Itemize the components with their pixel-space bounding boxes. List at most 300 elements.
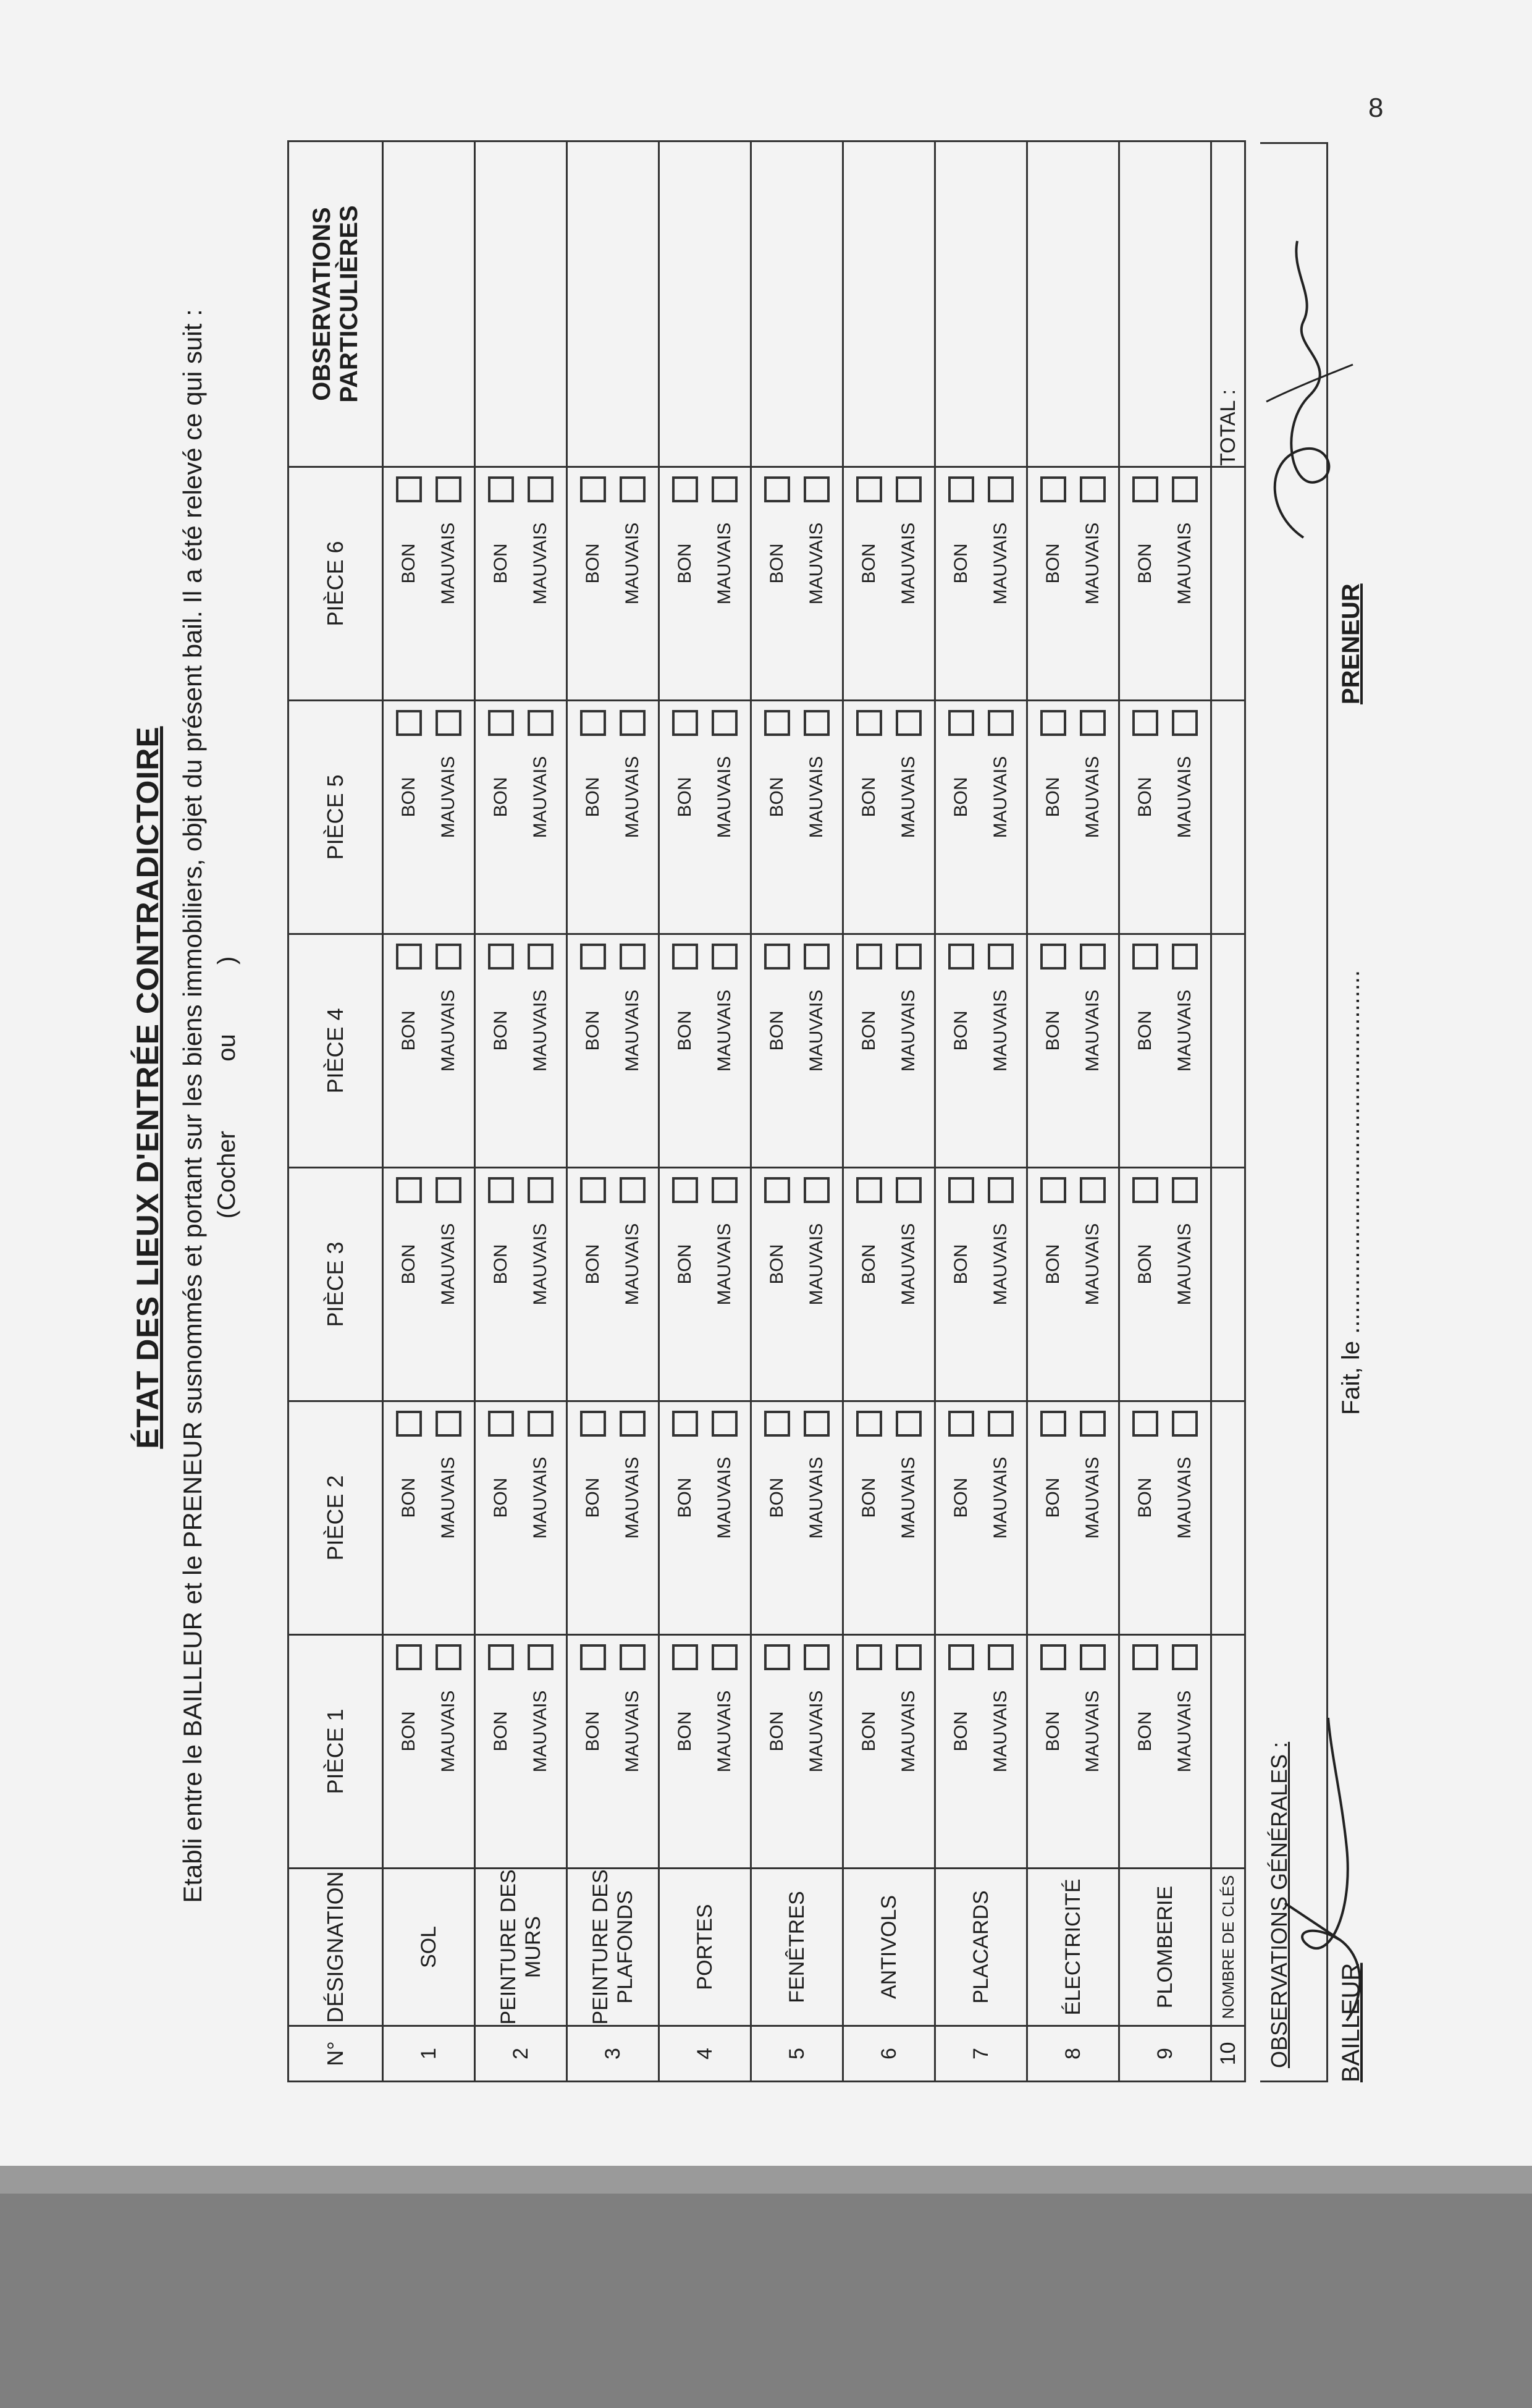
mauvais-checkbox[interactable] bbox=[620, 476, 646, 502]
mauvais-label: MAUVAIS bbox=[530, 1223, 550, 1306]
preneur-label: PRENEUR bbox=[1337, 583, 1365, 704]
bon-label: BON bbox=[583, 777, 603, 817]
bon-option bbox=[856, 1411, 882, 1597]
mauvais-label: MAUVAIS bbox=[530, 522, 550, 605]
bon-option bbox=[856, 1177, 882, 1363]
mauvais-checkbox[interactable] bbox=[804, 1411, 830, 1437]
condition-options bbox=[574, 1636, 652, 1867]
row-number: 7 bbox=[935, 2026, 1027, 2082]
row-number: 3 bbox=[567, 2026, 659, 2082]
mauvais-checkbox[interactable] bbox=[436, 710, 461, 736]
bon-checkbox[interactable] bbox=[396, 1644, 422, 1670]
mauvais-option bbox=[436, 1644, 461, 1830]
bon-checkbox[interactable] bbox=[764, 1644, 790, 1670]
bon-label: BON bbox=[767, 543, 787, 584]
condition-options bbox=[390, 701, 468, 933]
bon-option bbox=[1040, 476, 1066, 662]
piece-4-condition-cell bbox=[1027, 934, 1119, 1168]
bon-label: BON bbox=[675, 543, 695, 584]
bon-option bbox=[948, 1644, 974, 1830]
row-observations[interactable] bbox=[659, 142, 751, 467]
page-number: 8 bbox=[1368, 93, 1384, 123]
title-text: ÉTAT DES LIEUX D'ENTRÉE CONTRADICTOIRE bbox=[130, 726, 165, 1449]
mauvais-option bbox=[1080, 1177, 1106, 1363]
piece-1-condition-cell bbox=[567, 1635, 659, 1869]
bon-option bbox=[488, 944, 514, 1130]
piece-1-condition-cell bbox=[1027, 1635, 1119, 1869]
bon-label: BON bbox=[951, 1010, 971, 1051]
inventory-table bbox=[287, 140, 1246, 2082]
row-number: 4 bbox=[659, 2026, 751, 2082]
mauvais-checkbox[interactable] bbox=[620, 944, 646, 970]
condition-options bbox=[482, 1636, 560, 1867]
piece-5-condition-cell bbox=[935, 701, 1027, 934]
bon-label: BON bbox=[490, 1711, 511, 1752]
piece-2-condition-cell bbox=[843, 1401, 935, 1635]
mauvais-label: MAUVAIS bbox=[622, 756, 642, 839]
check-instruction-or: ou bbox=[213, 1034, 240, 1062]
bon-checkbox[interactable] bbox=[672, 1644, 698, 1670]
mauvais-label: MAUVAIS bbox=[622, 522, 642, 605]
bon-option bbox=[1132, 944, 1158, 1130]
bon-label: BON bbox=[490, 1477, 511, 1518]
piece-2-condition-cell bbox=[659, 1401, 751, 1635]
condition-options bbox=[390, 468, 468, 699]
row-observations[interactable] bbox=[843, 142, 935, 467]
bon-checkbox[interactable] bbox=[396, 1411, 422, 1437]
header-num: N° bbox=[288, 2026, 383, 2082]
mauvais-checkbox[interactable] bbox=[988, 1411, 1014, 1437]
bon-option bbox=[948, 476, 974, 662]
condition-options bbox=[390, 1168, 468, 1400]
mauvais-label: MAUVAIS bbox=[898, 1456, 919, 1539]
condition-options bbox=[850, 1402, 928, 1634]
row-observations[interactable] bbox=[567, 142, 659, 467]
mauvais-checkbox[interactable] bbox=[1080, 1411, 1106, 1437]
mauvais-checkbox[interactable] bbox=[1172, 1411, 1198, 1437]
bon-checkbox[interactable] bbox=[396, 1177, 422, 1203]
bon-label: BON bbox=[398, 543, 419, 584]
mauvais-option bbox=[896, 1644, 922, 1830]
table-row bbox=[751, 142, 843, 2082]
row-observations[interactable] bbox=[1027, 142, 1119, 467]
bon-checkbox[interactable] bbox=[1132, 1411, 1158, 1437]
bon-label: BON bbox=[951, 1477, 971, 1518]
condition-options bbox=[1126, 1168, 1204, 1400]
bon-checkbox[interactable] bbox=[488, 710, 514, 736]
mauvais-option bbox=[1172, 1644, 1198, 1830]
bon-checkbox[interactable] bbox=[488, 1177, 514, 1203]
mauvais-label: MAUVAIS bbox=[438, 1456, 458, 1539]
row-observations[interactable] bbox=[1119, 142, 1211, 467]
bon-checkbox[interactable] bbox=[856, 476, 882, 502]
mauvais-checkbox[interactable] bbox=[896, 476, 922, 502]
mauvais-option bbox=[1080, 710, 1106, 896]
mauvais-checkbox[interactable] bbox=[896, 1177, 922, 1203]
row-number: 8 bbox=[1027, 2026, 1119, 2082]
bon-checkbox[interactable] bbox=[1040, 1411, 1066, 1437]
bon-checkbox[interactable] bbox=[856, 1411, 882, 1437]
row-observations[interactable] bbox=[383, 142, 475, 467]
bon-checkbox[interactable] bbox=[764, 710, 790, 736]
bon-checkbox[interactable] bbox=[1040, 476, 1066, 502]
mauvais-option bbox=[896, 1411, 922, 1597]
bon-checkbox[interactable] bbox=[1132, 710, 1158, 736]
condition-options bbox=[666, 1636, 744, 1867]
condition-options bbox=[390, 1636, 468, 1867]
mauvais-checkbox[interactable] bbox=[988, 476, 1014, 502]
mauvais-checkbox[interactable] bbox=[712, 710, 738, 736]
bon-option bbox=[764, 476, 790, 662]
mauvais-checkbox[interactable] bbox=[988, 1644, 1014, 1670]
table-row bbox=[935, 142, 1027, 2082]
condition-options bbox=[850, 468, 928, 699]
mauvais-label: MAUVAIS bbox=[530, 1456, 550, 1539]
bon-option bbox=[948, 1177, 974, 1363]
bon-option bbox=[1040, 1644, 1066, 1830]
mauvais-option bbox=[804, 476, 830, 662]
mauvais-checkbox[interactable] bbox=[1080, 476, 1106, 502]
mauvais-checkbox[interactable] bbox=[1080, 944, 1106, 970]
mauvais-checkbox[interactable] bbox=[804, 710, 830, 736]
bon-checkbox[interactable] bbox=[764, 476, 790, 502]
fait-le-field[interactable]: Fait, le ..................................................... bbox=[1337, 970, 1365, 1415]
bon-checkbox[interactable] bbox=[1040, 1644, 1066, 1670]
bon-checkbox[interactable] bbox=[1040, 1177, 1066, 1203]
bon-checkbox[interactable] bbox=[396, 476, 422, 502]
piece-2-condition-cell bbox=[567, 1401, 659, 1635]
bon-checkbox[interactable] bbox=[672, 476, 698, 502]
mauvais-option bbox=[804, 710, 830, 896]
piece-3-condition-cell bbox=[567, 1168, 659, 1401]
table-row bbox=[475, 142, 567, 2082]
rotated-form-wrapper bbox=[111, 68, 1371, 2107]
piece-6-condition-cell bbox=[935, 467, 1027, 701]
condition-options bbox=[666, 701, 744, 933]
bon-label: BON bbox=[1043, 1477, 1063, 1518]
bon-label: BON bbox=[1043, 543, 1063, 584]
mauvais-checkbox[interactable] bbox=[988, 710, 1014, 736]
condition-options bbox=[1126, 935, 1204, 1167]
mauvais-label: MAUVAIS bbox=[622, 1223, 642, 1306]
bon-checkbox[interactable] bbox=[1040, 710, 1066, 736]
mauvais-option bbox=[436, 1177, 461, 1363]
mauvais-checkbox[interactable] bbox=[620, 1644, 646, 1670]
mauvais-label: MAUVAIS bbox=[806, 1456, 827, 1539]
bon-option bbox=[764, 1411, 790, 1597]
mauvais-label: MAUVAIS bbox=[530, 1690, 550, 1773]
mauvais-checkbox[interactable] bbox=[1080, 1644, 1106, 1670]
mauvais-checkbox[interactable] bbox=[620, 710, 646, 736]
mauvais-checkbox[interactable] bbox=[1080, 1177, 1106, 1203]
bon-option bbox=[1132, 1644, 1158, 1830]
keys-cell-piece-2[interactable] bbox=[1211, 1401, 1245, 1635]
bon-label: BON bbox=[1135, 777, 1155, 817]
mauvais-label: MAUVAIS bbox=[714, 1223, 734, 1306]
piece-3-condition-cell bbox=[935, 1168, 1027, 1401]
general-observations-label: OBSERVATIONS GÉNÉRALES : bbox=[1266, 1741, 1292, 2068]
mauvais-checkbox[interactable] bbox=[528, 710, 553, 736]
mauvais-label: MAUVAIS bbox=[622, 1690, 642, 1773]
condition-options bbox=[942, 935, 1020, 1167]
bon-label: BON bbox=[490, 1010, 511, 1051]
condition-options bbox=[942, 701, 1020, 933]
piece-5-condition-cell bbox=[1027, 701, 1119, 934]
mauvais-checkbox[interactable] bbox=[804, 944, 830, 970]
mauvais-label: MAUVAIS bbox=[438, 989, 458, 1072]
piece-4-condition-cell bbox=[475, 934, 567, 1168]
condition-options bbox=[666, 1168, 744, 1400]
mauvais-checkbox[interactable] bbox=[896, 944, 922, 970]
header-observations: OBSERVATIONS PARTICULIÈRES bbox=[288, 142, 383, 467]
bailleur-label: BAILLEUR bbox=[1337, 1962, 1365, 2082]
table-row bbox=[567, 142, 659, 2082]
mauvais-checkbox[interactable] bbox=[1172, 710, 1198, 736]
mauvais-option bbox=[1080, 944, 1106, 1130]
mauvais-checkbox[interactable] bbox=[528, 476, 553, 502]
bon-checkbox[interactable] bbox=[948, 476, 974, 502]
mauvais-option bbox=[436, 1411, 461, 1597]
bon-label: BON bbox=[859, 1477, 879, 1518]
mauvais-label: MAUVAIS bbox=[1082, 989, 1103, 1072]
mauvais-checkbox[interactable] bbox=[528, 944, 553, 970]
mauvais-checkbox[interactable] bbox=[988, 944, 1014, 970]
bon-option bbox=[672, 710, 698, 896]
bon-label: BON bbox=[583, 1711, 603, 1752]
bon-checkbox[interactable] bbox=[948, 1177, 974, 1203]
mauvais-checkbox[interactable] bbox=[620, 1177, 646, 1203]
mauvais-checkbox[interactable] bbox=[988, 1177, 1014, 1203]
piece-1-condition-cell bbox=[659, 1635, 751, 1869]
bon-checkbox[interactable] bbox=[948, 1411, 974, 1437]
row-designation: FENÊTRES bbox=[751, 1869, 843, 2026]
bon-option bbox=[948, 710, 974, 896]
mauvais-label: MAUVAIS bbox=[530, 989, 550, 1072]
piece-4-condition-cell bbox=[567, 934, 659, 1168]
bon-option bbox=[396, 944, 422, 1130]
mauvais-label: MAUVAIS bbox=[1174, 1456, 1195, 1539]
bon-label: BON bbox=[1043, 777, 1063, 817]
bon-checkbox[interactable] bbox=[856, 944, 882, 970]
bon-checkbox[interactable] bbox=[856, 710, 882, 736]
piece-4-condition-cell bbox=[843, 934, 935, 1168]
condition-options bbox=[850, 1168, 928, 1400]
keys-total[interactable]: TOTAL : bbox=[1211, 142, 1245, 467]
mauvais-option bbox=[528, 710, 553, 896]
bailleur-signature bbox=[1273, 1712, 1371, 2033]
row-observations[interactable] bbox=[475, 142, 567, 467]
mauvais-option bbox=[620, 710, 646, 896]
bon-checkbox[interactable] bbox=[396, 944, 422, 970]
mauvais-label: MAUVAIS bbox=[898, 522, 919, 605]
mauvais-checkbox[interactable] bbox=[436, 476, 461, 502]
piece-1-condition-cell bbox=[383, 1635, 475, 1869]
mauvais-label: MAUVAIS bbox=[1082, 756, 1103, 839]
row-designation: PORTES bbox=[659, 1869, 751, 2026]
mauvais-label: MAUVAIS bbox=[806, 989, 827, 1072]
mauvais-checkbox[interactable] bbox=[1080, 710, 1106, 736]
condition-options bbox=[1126, 1636, 1204, 1867]
bon-label: BON bbox=[767, 1711, 787, 1752]
condition-options bbox=[942, 1168, 1020, 1400]
mauvais-checkbox[interactable] bbox=[436, 1177, 461, 1203]
bon-checkbox[interactable] bbox=[764, 1411, 790, 1437]
mauvais-checkbox[interactable] bbox=[712, 1177, 738, 1203]
mauvais-option bbox=[988, 1411, 1014, 1597]
condition-options bbox=[1126, 468, 1204, 699]
mauvais-checkbox[interactable] bbox=[712, 1411, 738, 1437]
mauvais-checkbox[interactable] bbox=[712, 476, 738, 502]
bon-checkbox[interactable] bbox=[856, 1177, 882, 1203]
bon-checkbox[interactable] bbox=[948, 944, 974, 970]
condition-options bbox=[1034, 701, 1112, 933]
bon-checkbox[interactable] bbox=[672, 1177, 698, 1203]
bon-checkbox[interactable] bbox=[1132, 1644, 1158, 1670]
bon-option bbox=[1132, 476, 1158, 662]
bon-checkbox[interactable] bbox=[764, 1177, 790, 1203]
keys-cell-piece-1[interactable] bbox=[1211, 1635, 1245, 1869]
mauvais-checkbox[interactable] bbox=[436, 1411, 461, 1437]
mauvais-label: MAUVAIS bbox=[622, 989, 642, 1072]
row-designation: ANTIVOLS bbox=[843, 1869, 935, 2026]
bon-checkbox[interactable] bbox=[580, 1177, 606, 1203]
inventory-form bbox=[111, 68, 1371, 2107]
bon-checkbox[interactable] bbox=[672, 944, 698, 970]
bon-label: BON bbox=[675, 1010, 695, 1051]
bon-checkbox[interactable] bbox=[1132, 476, 1158, 502]
piece-3-condition-cell bbox=[659, 1168, 751, 1401]
mauvais-checkbox[interactable] bbox=[620, 1411, 646, 1437]
bon-checkbox[interactable] bbox=[948, 710, 974, 736]
mauvais-checkbox[interactable] bbox=[896, 1411, 922, 1437]
mauvais-checkbox[interactable] bbox=[804, 1177, 830, 1203]
bon-option bbox=[396, 710, 422, 896]
mauvais-label: MAUVAIS bbox=[898, 1223, 919, 1306]
mauvais-checkbox[interactable] bbox=[528, 1644, 553, 1670]
mauvais-checkbox[interactable] bbox=[528, 1411, 553, 1437]
mauvais-checkbox[interactable] bbox=[896, 1644, 922, 1670]
mauvais-option bbox=[712, 1177, 738, 1363]
bon-option bbox=[1132, 710, 1158, 896]
piece-3-condition-cell bbox=[751, 1168, 843, 1401]
mauvais-checkbox[interactable] bbox=[1172, 1177, 1198, 1203]
bon-checkbox[interactable] bbox=[672, 710, 698, 736]
mauvais-checkbox[interactable] bbox=[1172, 1644, 1198, 1670]
piece-1-condition-cell bbox=[751, 1635, 843, 1869]
mauvais-label: MAUVAIS bbox=[806, 756, 827, 839]
mauvais-option bbox=[804, 944, 830, 1130]
bon-option bbox=[948, 1411, 974, 1597]
mauvais-label: MAUVAIS bbox=[1082, 1456, 1103, 1539]
bon-option bbox=[672, 476, 698, 662]
bon-checkbox[interactable] bbox=[1040, 944, 1066, 970]
condition-options bbox=[850, 1636, 928, 1867]
mauvais-option bbox=[620, 944, 646, 1130]
bon-checkbox[interactable] bbox=[764, 944, 790, 970]
bon-label: BON bbox=[583, 543, 603, 584]
piece-2-condition-cell bbox=[383, 1401, 475, 1635]
mauvais-label: MAUVAIS bbox=[1174, 756, 1195, 839]
bon-checkbox[interactable] bbox=[1132, 1177, 1158, 1203]
mauvais-checkbox[interactable] bbox=[436, 944, 461, 970]
piece-5-condition-cell bbox=[383, 701, 475, 934]
bon-option bbox=[396, 1411, 422, 1597]
keys-cell-piece-3[interactable] bbox=[1211, 1168, 1245, 1401]
piece-3-condition-cell bbox=[475, 1168, 567, 1401]
mauvais-checkbox[interactable] bbox=[804, 476, 830, 502]
condition-options bbox=[666, 1402, 744, 1634]
bon-checkbox[interactable] bbox=[948, 1644, 974, 1670]
mauvais-checkbox[interactable] bbox=[1172, 944, 1198, 970]
scanner-shadow bbox=[0, 2166, 1532, 2194]
bon-checkbox[interactable] bbox=[1132, 944, 1158, 970]
bon-option bbox=[764, 1644, 790, 1830]
row-observations[interactable] bbox=[751, 142, 843, 467]
bon-checkbox[interactable] bbox=[488, 944, 514, 970]
keys-cell-piece-5[interactable] bbox=[1211, 701, 1245, 934]
bon-option bbox=[396, 1644, 422, 1830]
header-designation: DÉSIGNATION bbox=[288, 1869, 383, 2026]
mauvais-option bbox=[528, 1177, 553, 1363]
condition-options bbox=[574, 935, 652, 1167]
keys-cell-piece-4[interactable] bbox=[1211, 934, 1245, 1168]
bon-checkbox[interactable] bbox=[396, 710, 422, 736]
mauvais-checkbox[interactable] bbox=[528, 1177, 553, 1203]
mauvais-label: MAUVAIS bbox=[898, 756, 919, 839]
mauvais-label: MAUVAIS bbox=[714, 756, 734, 839]
bon-checkbox[interactable] bbox=[488, 1644, 514, 1670]
keys-cell-piece-6[interactable] bbox=[1211, 467, 1245, 701]
row-designation: PLACARDS bbox=[935, 1869, 1027, 2026]
bon-checkbox[interactable] bbox=[580, 944, 606, 970]
bon-checkbox[interactable] bbox=[580, 1411, 606, 1437]
mauvais-label: MAUVAIS bbox=[438, 522, 458, 605]
bon-label: BON bbox=[1135, 1010, 1155, 1051]
piece-4-condition-cell bbox=[751, 934, 843, 1168]
condition-options bbox=[942, 468, 1020, 699]
condition-options bbox=[574, 1168, 652, 1400]
mauvais-checkbox[interactable] bbox=[712, 944, 738, 970]
bon-option bbox=[672, 1177, 698, 1363]
condition-options bbox=[482, 935, 560, 1167]
mauvais-checkbox[interactable] bbox=[1172, 476, 1198, 502]
condition-options bbox=[1126, 1402, 1204, 1634]
mauvais-label: MAUVAIS bbox=[1174, 1690, 1195, 1773]
mauvais-checkbox[interactable] bbox=[804, 1644, 830, 1670]
bon-checkbox[interactable] bbox=[488, 476, 514, 502]
condition-options bbox=[758, 1636, 836, 1867]
condition-options bbox=[1034, 1402, 1112, 1634]
bon-checkbox[interactable] bbox=[488, 1411, 514, 1437]
mauvais-checkbox[interactable] bbox=[436, 1644, 461, 1670]
mauvais-label: MAUVAIS bbox=[806, 1223, 827, 1306]
bon-option bbox=[1040, 944, 1066, 1130]
piece-4-condition-cell bbox=[383, 934, 475, 1168]
mauvais-checkbox[interactable] bbox=[712, 1644, 738, 1670]
bon-option bbox=[856, 1644, 882, 1830]
bon-checkbox[interactable] bbox=[580, 476, 606, 502]
mauvais-checkbox[interactable] bbox=[896, 710, 922, 736]
bon-checkbox[interactable] bbox=[672, 1411, 698, 1437]
bon-checkbox[interactable] bbox=[580, 710, 606, 736]
row-observations[interactable] bbox=[935, 142, 1027, 467]
header-piece-2: PIÈCE 2 bbox=[288, 1401, 383, 1635]
bon-checkbox[interactable] bbox=[856, 1644, 882, 1670]
piece-2-condition-cell bbox=[1119, 1401, 1211, 1635]
bon-checkbox[interactable] bbox=[580, 1644, 606, 1670]
row-number: 6 bbox=[843, 2026, 935, 2082]
table-row bbox=[383, 142, 475, 2082]
